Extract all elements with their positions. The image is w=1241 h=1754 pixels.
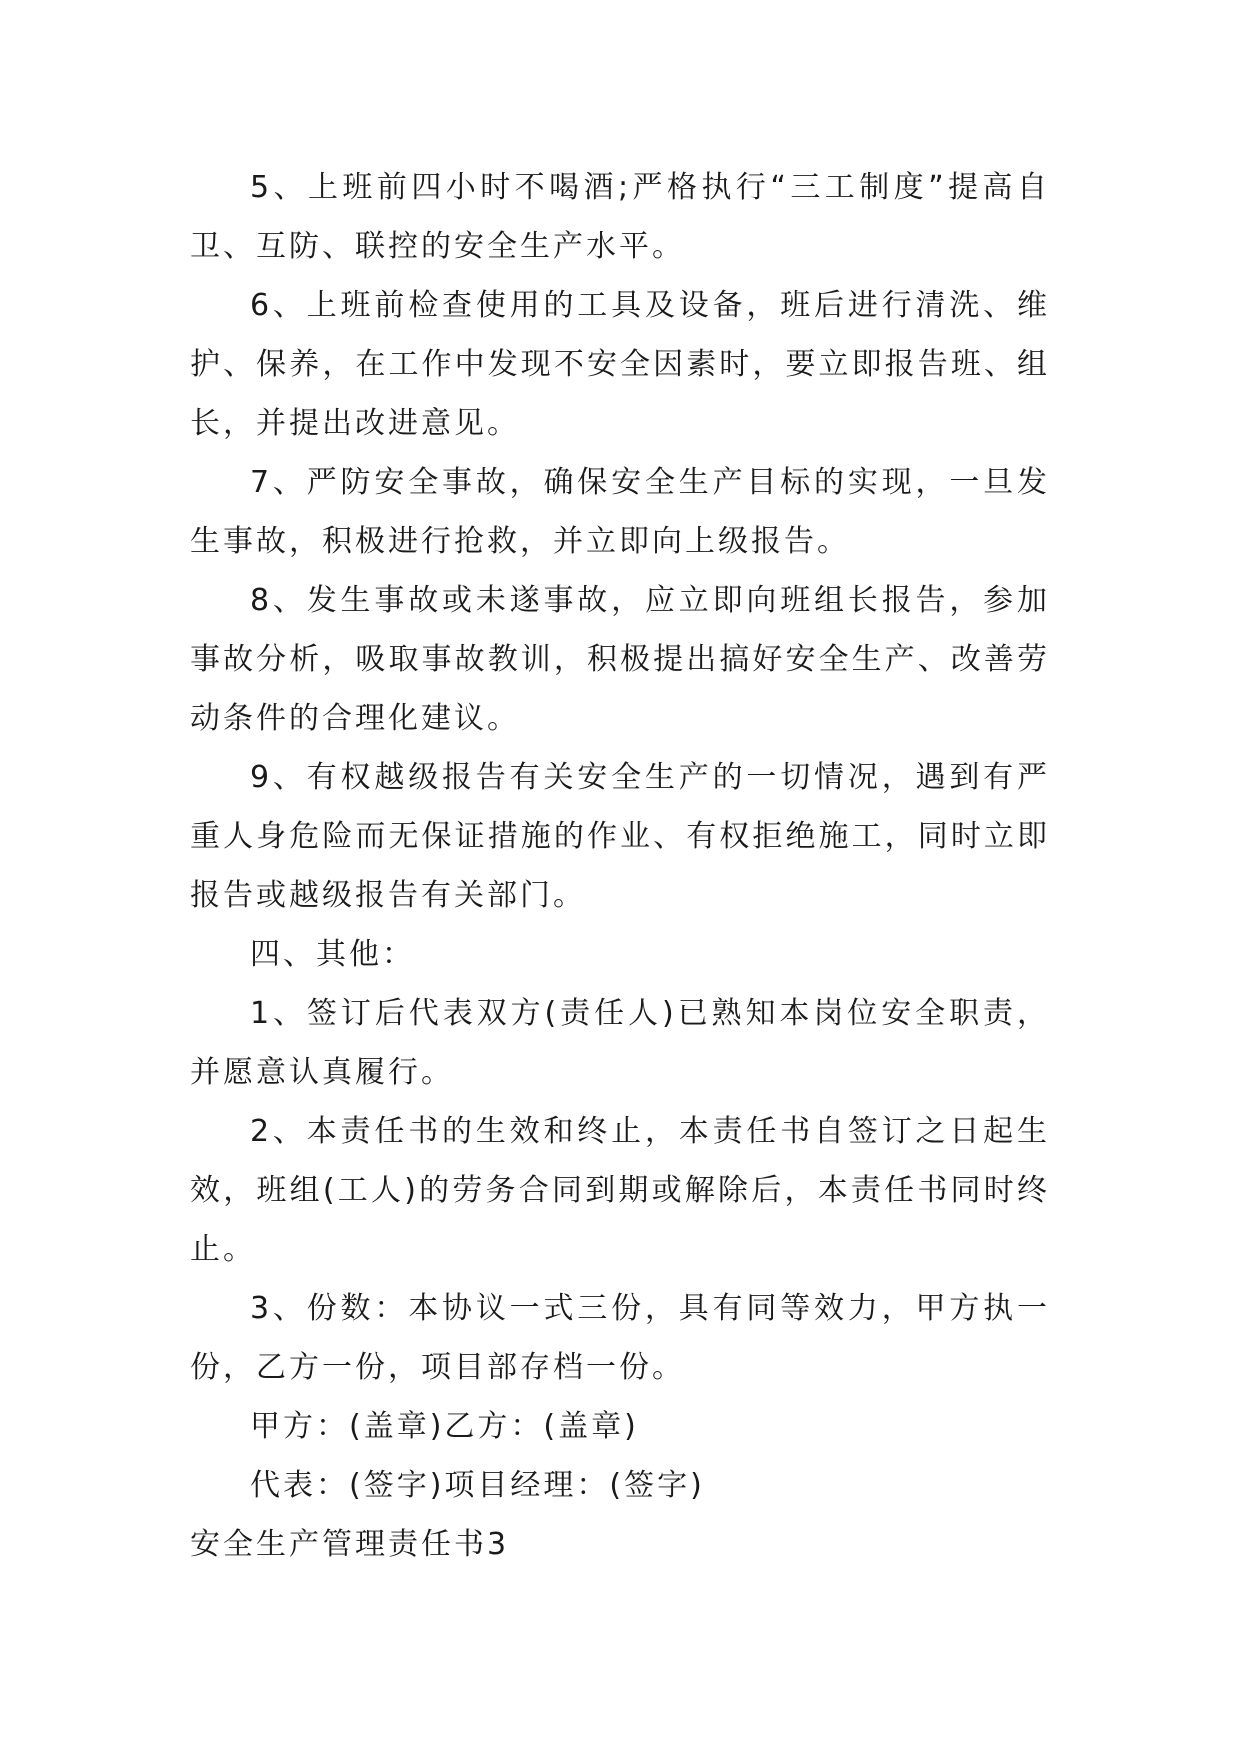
paragraph-other-3: 3、份数：本协议一式三份，具有同等效力，甲方执一份，乙方一份，项目部存档一份。 (190, 1291, 1050, 1385)
paragraph-item-7: 7、严防安全事故，确保安全生产目标的实现，一旦发生事故，积极进行抢救，并立即向上级报告。 (190, 465, 1050, 559)
paragraph-other-2: 2、本责任书的生效和终止，本责任书自签订之日起生效，班组(工人)的劳务合同到期或解除后，本责任书同时终止。 (190, 1114, 1050, 1267)
paragraph-item-5: 5、上班前四小时不喝酒;严格执行“三工制度”提高自卫、互防、联控的安全生产水平。 (190, 170, 1050, 264)
paragraph-other-1: 1、签订后代表双方(责任人)已熟知本岗位安全职责，并愿意认真履行。 (190, 996, 1050, 1090)
section-heading-other: 四、其他： (250, 937, 415, 972)
paragraph-item-8: 8、发生事故或未遂事故，应立即向班组长报告，参加事故分析，吸取事故教训，积极提出搞好安全生产、改善劳动条件的合理化建议。 (190, 583, 1050, 736)
paragraph-item-9: 9、有权越级报告有关安全生产的一切情况，遇到有严重人身危险而无保证措施的作业、有权拒绝施工，同时立即报告或越级报告有关部门。 (190, 760, 1050, 913)
signature-line-party-a: 甲方：(盖章)乙方：(盖章) (250, 1409, 639, 1444)
next-document-title: 安全生产管理责任书3 (190, 1527, 510, 1562)
paragraph-item-6: 6、上班前检查使用的工具及设备，班后进行清洗、维护、保养，在工作中发现不安全因素时，要立即报告班、组长，并提出改进意见。 (190, 288, 1050, 441)
document-body (190, 158, 1050, 1574)
signature-line-representative: 代表：(签字)项目经理：(签字) (250, 1468, 705, 1503)
